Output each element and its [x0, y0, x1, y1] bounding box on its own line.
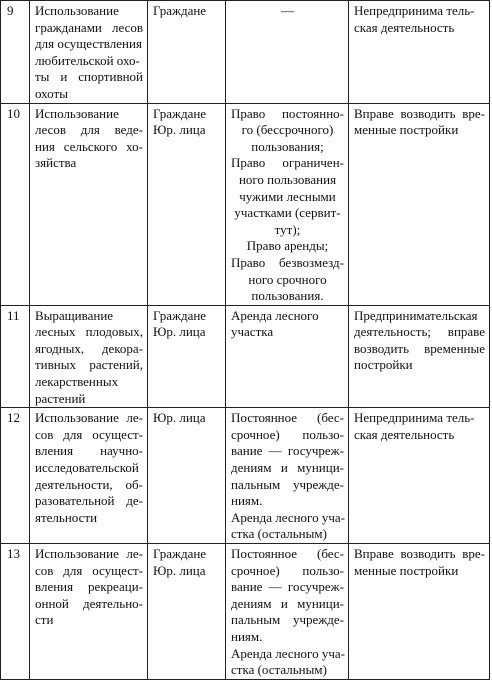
use-type-line: растений	[35, 390, 86, 406]
right-line: Право аренды;	[246, 238, 329, 254]
right-cell	[226, 103, 349, 305]
use-type-line: сов для осущест-	[35, 426, 143, 442]
right-line: пользования;	[251, 138, 324, 154]
right-cell	[226, 305, 349, 408]
use-type-line: Использование ле-	[35, 546, 143, 561]
use-type-line: лесов для веде-	[35, 122, 143, 138]
right-line: дениям и муници-	[231, 460, 344, 476]
note-cell	[349, 103, 490, 305]
right-line: пальным учрежде-	[231, 612, 344, 628]
right-line: ного срочного	[248, 271, 327, 287]
right-line: дениям и муници-	[231, 595, 344, 611]
right-line: пальным учрежде-	[231, 476, 344, 492]
note-line: возводить временные	[354, 340, 485, 356]
use-type-line: деятельности, об-	[35, 476, 143, 492]
note-line: менные постройки	[354, 122, 459, 138]
table-row	[1, 544, 490, 680]
right-line: Аренда лесного	[231, 307, 319, 323]
use-type-line: любительской охо-	[35, 52, 140, 68]
subject-line: Граждане	[153, 3, 207, 18]
subject-line: Юр. лица	[153, 410, 206, 426]
row-number: 12	[7, 410, 20, 426]
subject-line: Юр. лица	[153, 324, 206, 340]
right-line: ниям.	[231, 493, 263, 509]
right-line: стка (остальным)	[231, 662, 327, 678]
use-type-line: зяйства	[35, 155, 77, 171]
use-type-line: лесных плодовых,	[35, 324, 143, 340]
row-number-cell	[1, 1, 30, 104]
right-line: срочное) пользо-	[231, 562, 344, 578]
use-type-line: сти	[35, 612, 54, 628]
row-number: 10	[7, 105, 20, 121]
right-line: участка	[231, 324, 274, 340]
row-number-cell	[1, 408, 30, 544]
use-type-line: гражданами лесов	[35, 19, 143, 35]
subjects-cell	[148, 305, 226, 408]
use-type-line: для осуществления	[35, 36, 142, 52]
right-line: пользования.	[251, 288, 324, 304]
right-cell	[226, 408, 349, 544]
row-number: 13	[7, 546, 20, 561]
table-body	[1, 1, 490, 680]
right-line: Постоянное (бес-	[231, 410, 344, 426]
note-line: Предпринимательская	[354, 307, 478, 323]
subjects-cell	[148, 408, 226, 544]
use-type-line: тивных растений,	[35, 357, 143, 373]
use-type-line: охоты	[35, 85, 68, 101]
note-line: Непредпринима тель-	[354, 410, 475, 426]
table-row	[1, 408, 490, 544]
use-type-line: Выращивание	[35, 307, 114, 323]
right-line: го (бессрочного)	[241, 122, 334, 138]
use-type-line: Использование	[35, 105, 119, 121]
use-type-cell	[30, 1, 148, 104]
note-line: Вправе возводить вре-	[354, 105, 485, 121]
use-type-line: вления научно-	[35, 443, 143, 459]
note-line: ская деятельность	[354, 426, 455, 442]
subject-line: Граждане	[153, 307, 207, 323]
use-type-line: лекарственных	[35, 374, 119, 390]
table-row	[1, 103, 490, 305]
subject-line: Юр. лица	[153, 562, 206, 578]
right-line: Аренда лесного уча-	[231, 509, 345, 525]
use-type-line: ты и спортивной	[35, 69, 143, 85]
right-line: чужими лесными	[239, 188, 336, 204]
right-line: участками (сервит-	[234, 205, 341, 221]
note-line: Непредпринима тель-	[354, 3, 475, 18]
right-line: ного пользования	[238, 171, 337, 187]
subjects-cell	[148, 1, 226, 104]
note-cell	[349, 408, 490, 544]
note-cell	[349, 544, 490, 680]
use-type-line: ягодных, декора-	[35, 340, 143, 356]
right-cell	[226, 544, 349, 680]
use-type-line: Использование	[35, 3, 119, 18]
subjects-cell	[148, 544, 226, 680]
use-type-cell	[30, 408, 148, 544]
note-line: ская деятельность	[354, 19, 455, 35]
use-type-line: исследовательской	[35, 460, 139, 476]
row-number-cell	[1, 103, 30, 305]
right-line: Постоянное (бес-	[231, 546, 344, 561]
use-type-cell	[30, 305, 148, 408]
table-row	[1, 1, 490, 104]
right-line: вание — госучреж-	[231, 579, 344, 595]
row-number: 11	[7, 307, 20, 323]
use-type-cell	[30, 103, 148, 305]
right-line: —	[281, 3, 294, 18]
right-line: вание — госучреж-	[231, 443, 344, 459]
use-type-cell	[30, 544, 148, 680]
use-type-line: вления рекреаци-	[35, 579, 143, 595]
table-row	[1, 305, 490, 408]
right-line: Право ограничен-	[231, 155, 344, 171]
right-line: стка (остальным)	[231, 526, 327, 542]
right-line: срочное) пользо-	[231, 426, 344, 442]
subject-line: Юр. лица	[153, 122, 206, 138]
row-number-cell	[1, 544, 30, 680]
right-line: Право безвозмезд-	[231, 254, 344, 270]
right-line: тут);	[274, 221, 301, 237]
right-line: Аренда лесного уча-	[231, 645, 345, 661]
use-type-line: Использование ле-	[35, 410, 143, 426]
row-number: 9	[7, 3, 14, 18]
note-line: деятельность; вправе	[354, 324, 485, 340]
subject-line: Граждане	[153, 105, 207, 121]
use-type-line: онной деятельно-	[35, 595, 143, 611]
use-type-line: сов для осущест-	[35, 562, 143, 578]
right-line: ниям.	[231, 628, 263, 644]
use-type-line: ния сельского хо-	[35, 138, 143, 154]
use-type-line: разовательной де-	[35, 493, 143, 509]
use-type-line: ятельности	[35, 509, 98, 525]
subjects-cell	[148, 103, 226, 305]
note-cell	[349, 305, 490, 408]
subject-line: Граждане	[153, 546, 207, 561]
row-number-cell	[1, 305, 30, 408]
right-cell	[226, 1, 349, 104]
note-line: Вправе возводить вре-	[354, 546, 485, 561]
right-line: Право постоянно-	[231, 105, 344, 121]
note-line: менные постройки	[354, 562, 459, 578]
note-line: постройки	[354, 357, 413, 373]
note-cell	[349, 1, 490, 104]
